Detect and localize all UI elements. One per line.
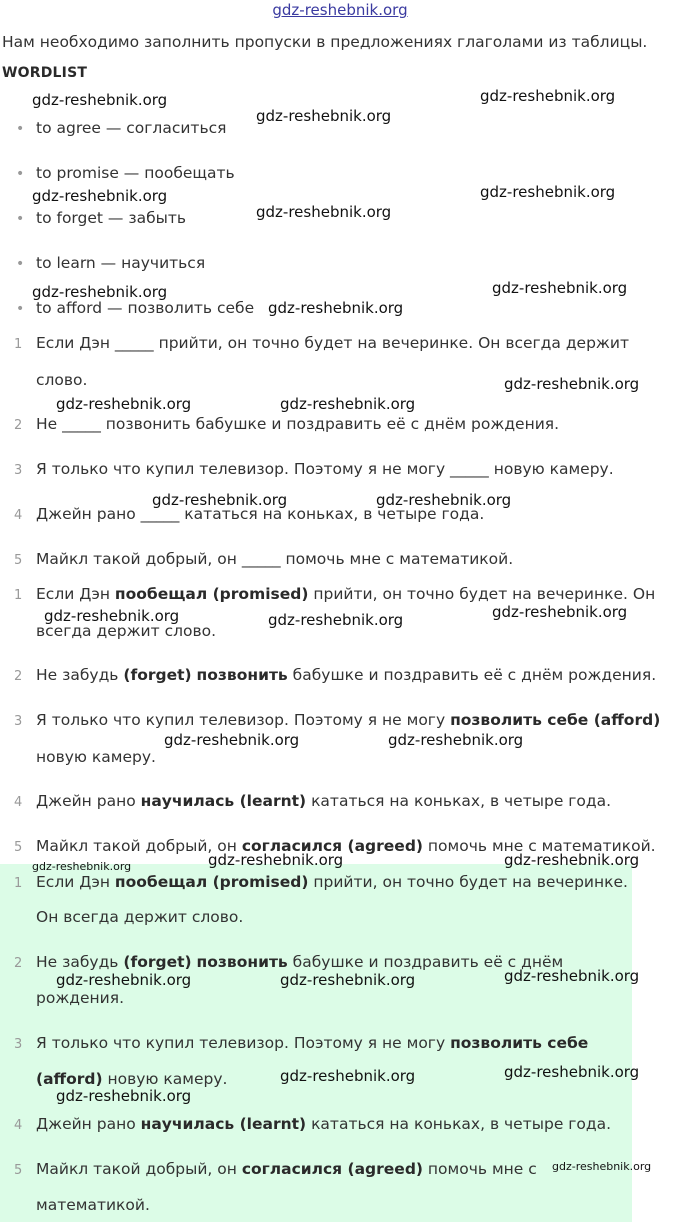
final-line: Если Дэн пообещал (promised) прийти, он точно будет на вечеринке. [36, 873, 628, 891]
watermark: gdz-reshebnik.org [492, 603, 628, 621]
task-line: Если Дэн _____ прийти, он точно будет на вечеринке. Он всегда держит [36, 334, 629, 352]
watermark: gdz-reshebnik.org [504, 851, 640, 869]
watermark: gdz-reshebnik.org [32, 860, 132, 873]
bullet-icon: • [16, 301, 25, 317]
watermark: gdz-reshebnik.org [480, 183, 616, 201]
watermark: gdz-reshebnik.org [56, 1087, 192, 1105]
task-number: 4 [14, 508, 23, 523]
final-number: 5 [14, 1163, 23, 1178]
final-line: Майкл такой добрый, он согласился (agreed) помочь мне с [36, 1160, 537, 1178]
bullet-icon: • [16, 211, 25, 227]
task-number: 1 [14, 337, 23, 352]
final-line: Не забудь (forget) позвонить бабушке и поздравить её с днём [36, 953, 564, 971]
final-line: Джейн рано научилась (learnt) кататься на коньках, в четыре года. [36, 1115, 612, 1133]
watermark: gdz-reshebnik.org [492, 279, 628, 297]
watermark: gdz-reshebnik.org [268, 611, 404, 629]
answer-number: 2 [14, 669, 23, 684]
watermark: gdz-reshebnik.org [256, 203, 392, 221]
watermark: gdz-reshebnik.org [56, 971, 192, 989]
answer-number: 3 [14, 714, 23, 729]
final-number: 2 [14, 956, 23, 971]
answer-line: Я только что купил телевизор. Поэтому я не могу позволить себе (afford) [36, 711, 661, 729]
final-line: Я только что купил телевизор. Поэтому я не могу позволить себе [36, 1034, 589, 1052]
watermark: gdz-reshebnik.org [504, 967, 640, 985]
wordlist-item: to forget — забыть [36, 209, 187, 227]
watermark: gdz-reshebnik.org [376, 491, 512, 509]
final-line: Он всегда держит слово. [36, 908, 244, 926]
task-line: Майкл такой добрый, он _____ помочь мне с математикой. [36, 550, 514, 568]
watermark: gdz-reshebnik.org [504, 375, 640, 393]
wordlist-item: to agree — согласиться [36, 119, 227, 137]
final-line: рождения. [36, 989, 124, 1007]
answer-line: новую камеру. [36, 748, 156, 766]
watermark: gdz-reshebnik.org [256, 107, 392, 125]
final-number: 1 [14, 876, 23, 891]
watermark: gdz-reshebnik.org [32, 283, 168, 301]
answer-line: Майкл такой добрый, он согласился (agreed) помочь мне с математикой. [36, 837, 656, 855]
watermark: gdz-reshebnik.org [32, 187, 168, 205]
watermark: gdz-reshebnik.org [268, 299, 404, 317]
watermark: gdz-reshebnik.org [152, 491, 288, 509]
watermark: gdz-reshebnik.org [280, 1067, 416, 1085]
final-line: (afford) новую камеру. [36, 1070, 228, 1088]
task-number: 5 [14, 553, 23, 568]
site-link[interactable]: gdz-reshebnik.org [272, 1, 408, 19]
watermark: gdz-reshebnik.org [164, 731, 300, 749]
wordlist-item: to promise — пообещать [36, 164, 235, 182]
answer-number: 1 [14, 588, 23, 603]
task-line: Джейн рано _____ кататься на коньках, в четыре года. [36, 505, 485, 523]
answer-line: Джейн рано научилась (learnt) кататься на коньках, в четыре года. [36, 792, 612, 810]
answer-line: Если Дэн пообещал (promised) прийти, он точно будет на вечеринке. Он [36, 585, 656, 603]
task-line: слово. [36, 371, 88, 389]
watermark: gdz-reshebnik.org [208, 851, 344, 869]
wordlist-item: to afford — позволить себе [36, 299, 255, 317]
watermark: gdz-reshebnik.org [280, 971, 416, 989]
final-line: математикой. [36, 1196, 150, 1214]
watermark: gdz-reshebnik.org [480, 87, 616, 105]
watermark: gdz-reshebnik.org [44, 607, 180, 625]
task-number: 3 [14, 463, 23, 478]
bullet-icon: • [16, 256, 25, 272]
watermark: gdz-reshebnik.org [56, 395, 192, 413]
watermark: gdz-reshebnik.org [280, 395, 416, 413]
answer-line: Не забудь (forget) позвонить бабушке и поздравить её с днём рождения. [36, 666, 657, 684]
watermark: gdz-reshebnik.org [388, 731, 524, 749]
wordlist-item: to learn — научиться [36, 254, 206, 272]
task-line: Не _____ позвонить бабушке и поздравить её с днём рождения. [36, 415, 560, 433]
answer-number: 4 [14, 795, 23, 810]
answer-number: 5 [14, 840, 23, 855]
final-number: 4 [14, 1118, 23, 1133]
watermark: gdz-reshebnik.org [552, 1160, 652, 1173]
intro-text: Нам необходимо заполнить пропуски в предложениях глаголами из таблицы. [2, 33, 648, 51]
task-line: Я только что купил телевизор. Поэтому я не могу _____ новую камеру. [36, 460, 614, 478]
watermark: gdz-reshebnik.org [504, 1063, 640, 1081]
bullet-icon: • [16, 121, 25, 137]
bullet-icon: • [16, 166, 25, 182]
answer-line: всегда держит слово. [36, 622, 217, 640]
task-number: 2 [14, 418, 23, 433]
final-number: 3 [14, 1037, 23, 1052]
wordlist-title: WORDLIST [2, 65, 88, 81]
watermark: gdz-reshebnik.org [32, 91, 168, 109]
